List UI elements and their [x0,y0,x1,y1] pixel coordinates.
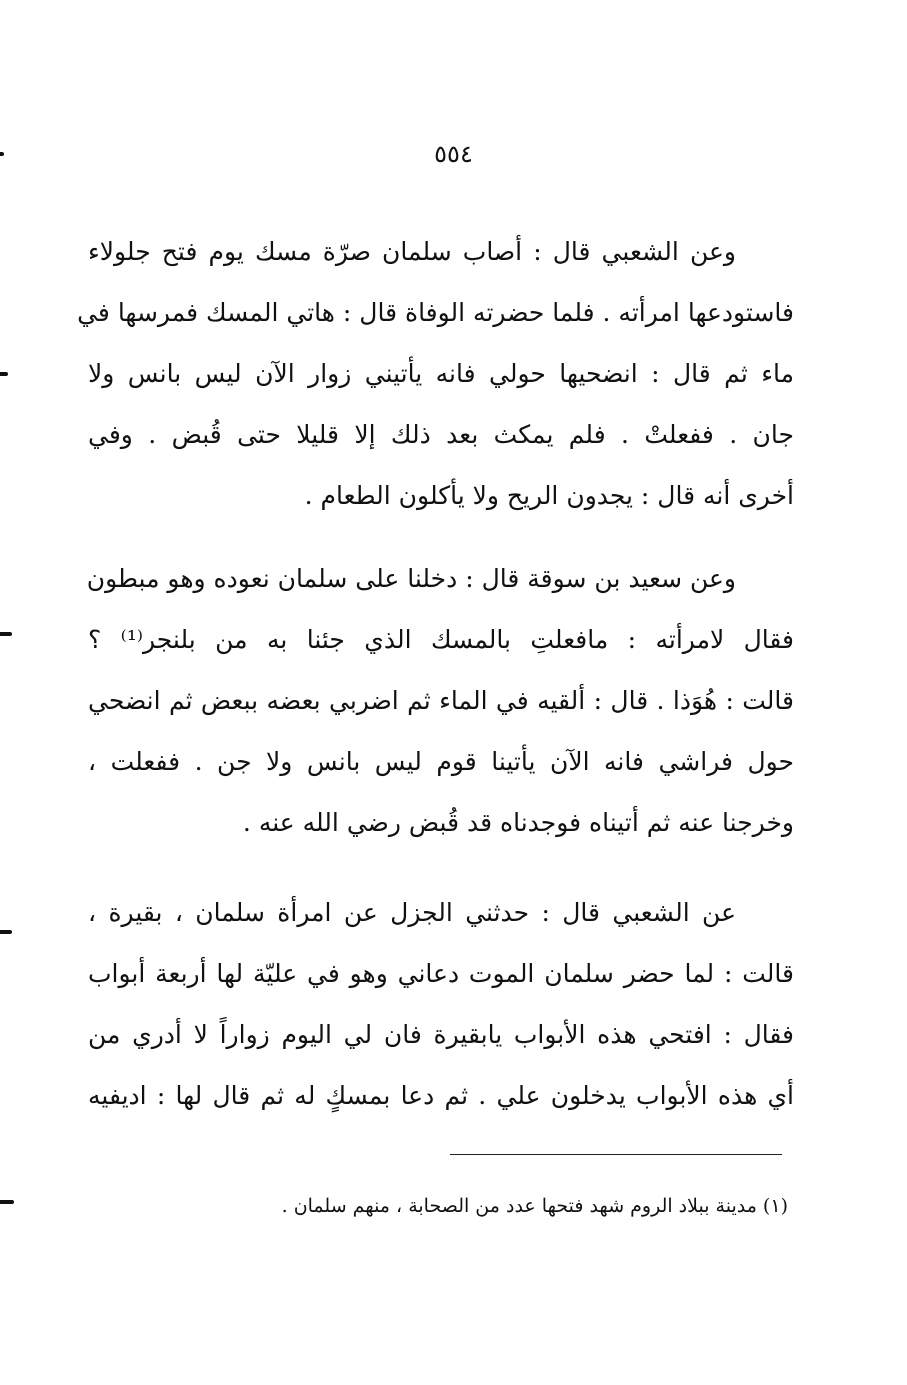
paragraph-said-ibn-sawqa [88,548,794,853]
scan-edge-mark [0,152,4,156]
footnote: (١) مدينة ببلاد الروم شهد فتحها عدد من الصحابة ، منهم سلمان . [281,1195,788,1217]
text-line: وخرجنا عنه ثم أتيناه فوجدناه قد قُبض رضي الله عنه . [242,808,794,837]
scan-edge-mark [0,372,8,376]
text-line: فقال : افتحي هذه الأبواب يابقيرة فان لي اليوم زواراً لا أدري من [88,1020,794,1049]
paragraph-salman-musk [77,221,794,526]
text-line: وعن الشعبي قال : أصاب سلمان صرّة مسك يوم فتح جلولاء [88,237,736,266]
text-line: فاستودعها امرأته . فلما حضرته الوفاة قال : هاتي المسك فمرسها في [77,298,794,327]
text-line: ماء ثم قال : انضحيها حولي فانه يأتيني زوار الآن ليس بانس ولا [88,359,794,388]
text-line: أي هذه الأبواب يدخلون علي . ثم دعا بمسكٍ له ثم قال لها : اديفيه [88,1081,794,1110]
scan-edge-mark [0,632,12,636]
text-line: حول فراشي فانه الآن يأتينا قوم ليس بانس ولا جن . ففعلت ، [88,747,794,776]
paragraph-buqayra [88,882,794,1126]
page-number: ٥٥٤ [434,140,473,168]
text-line: عن الشعبي قال : حدثني الجزل عن امرأة سلمان ، بقيرة ، [88,898,736,927]
text-line: وعن سعيد بن سوقة قال : دخلنا على سلمان نعوده وهو مبطون [86,564,736,593]
text-line: أخرى أنه قال : يجدون الريح ولا يأكلون الطعام . [304,481,794,510]
text-line: فقال لامرأته : مافعلتِ بالمسك الذي جئنا به من بلنجر⁽¹⁾ ؟ [88,625,795,654]
scan-edge-mark [0,930,12,934]
text-line: قالت : هُوَذا . قال : ألقيه في الماء ثم اضربي بعضه ببعض ثم انضحي [88,686,794,715]
scan-edge-mark [0,1200,14,1204]
text-line: جان . ففعلتْ . فلم يمكث بعد ذلك إلا قليلا حتى قُبض . وفي [88,420,794,449]
text-line: قالت : لما حضر سلمان الموت دعاني وهو في عليّة لها أربعة أبواب [88,959,794,988]
footnote-divider [450,1154,782,1155]
